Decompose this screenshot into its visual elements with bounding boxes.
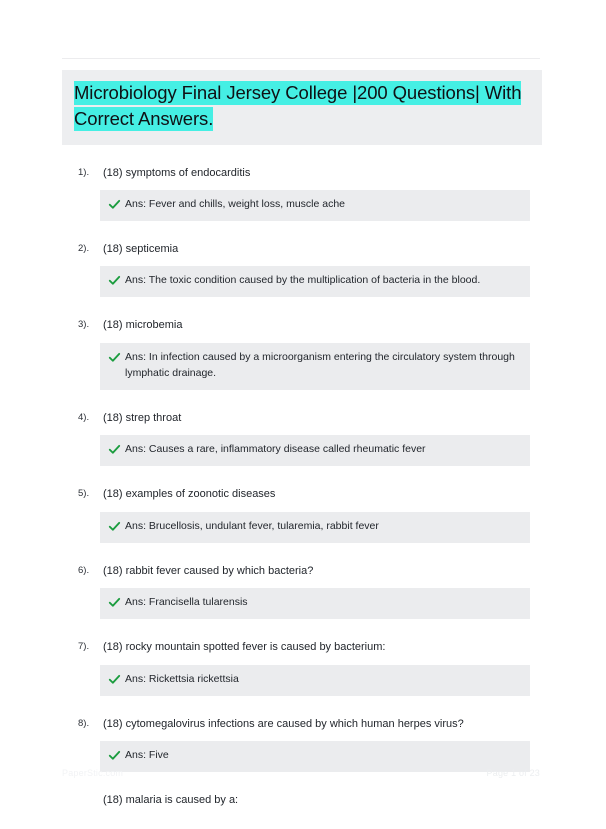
question-number: 7). — [78, 641, 90, 653]
question-row — [62, 486, 542, 503]
qa-item — [62, 639, 542, 695]
qa-item — [62, 165, 542, 221]
check-icon — [108, 351, 121, 364]
qa-item — [62, 563, 542, 619]
answer-line — [108, 442, 522, 458]
question-row — [62, 639, 542, 656]
answer-line — [108, 350, 522, 382]
document-content — [62, 70, 542, 829]
answer-text: Ans: Brucellosis, undulant fever, tularemia, rabbit fever — [125, 519, 379, 532]
qa-item — [62, 792, 542, 809]
answer-line — [108, 672, 522, 688]
check-icon — [108, 520, 121, 533]
check-icon — [108, 198, 121, 211]
page-footer — [62, 768, 540, 778]
qa-item — [62, 486, 542, 542]
answer-line — [108, 197, 522, 213]
question-number: 1). — [78, 166, 90, 178]
check-icon — [108, 749, 121, 762]
answer-box — [100, 665, 530, 696]
qa-item — [62, 716, 542, 772]
answer-text: Ans: The toxic condition caused by the multiplication of bacteria in the blood. — [125, 274, 481, 287]
answer-box — [100, 512, 530, 543]
question-answer-list — [62, 165, 542, 809]
question-text: (18) strep throat — [103, 411, 182, 424]
question-text: (18) rabbit fever caused by which bacteria? — [103, 564, 314, 577]
document-title-block — [62, 70, 542, 145]
question-number: 6). — [78, 564, 90, 576]
question-number: 8). — [78, 717, 90, 729]
answer-box — [100, 435, 530, 466]
page-title — [74, 80, 530, 133]
answer-line — [108, 595, 522, 611]
answer-box — [100, 266, 530, 297]
answer-text: Ans: Rickettsia rickettsia — [125, 672, 239, 685]
answer-box — [100, 343, 530, 390]
question-text: (18) symptoms of endocarditis — [103, 166, 251, 179]
answer-box — [100, 190, 530, 221]
question-row — [62, 317, 542, 334]
answer-text: Ans: Francisella tularensis — [125, 596, 248, 609]
question-row — [62, 410, 542, 427]
question-text: (18) examples of zoonotic diseases — [103, 488, 276, 501]
question-text: (18) malaria is caused by a: — [103, 794, 239, 807]
question-row — [62, 241, 542, 258]
qa-item — [62, 317, 542, 389]
answer-line — [108, 748, 522, 764]
answer-line — [108, 273, 522, 289]
question-row — [62, 792, 542, 809]
question-number: 2). — [78, 242, 90, 254]
answer-line — [108, 519, 522, 535]
header-divider — [62, 58, 540, 59]
footer-page-number: Page 1 of 23 — [486, 768, 540, 778]
question-number: 5). — [78, 488, 90, 500]
question-text: (18) microbemia — [103, 319, 183, 332]
question-text: (18) rocky mountain spotted fever is caused by bacterium: — [103, 641, 386, 654]
question-number: 3). — [78, 319, 90, 331]
qa-item — [62, 241, 542, 297]
footer-watermark: PaperStic.com — [62, 768, 124, 778]
question-row — [62, 716, 542, 733]
question-text: (18) cytomegalovirus infections are caused by which human herpes virus? — [103, 717, 464, 730]
check-icon — [108, 596, 121, 609]
answer-box — [100, 588, 530, 619]
question-text: (18) septicemia — [103, 242, 179, 255]
question-number: 4). — [78, 411, 90, 423]
answer-text: Ans: Five — [125, 749, 169, 762]
qa-item — [62, 410, 542, 466]
check-icon — [108, 443, 121, 456]
answer-text: Ans: Fever and chills, weight loss, muscle ache — [125, 198, 346, 211]
answer-text: Ans: Causes a rare, inflammatory disease called rheumatic fever — [125, 443, 426, 456]
page-title-highlight: Microbiology Final Jersey College |200 Questions| With Correct Answers. — [74, 82, 522, 130]
question-row — [62, 165, 542, 182]
question-row — [62, 563, 542, 580]
answer-text: Ans: In infection caused by a microorganism entering the circulatory system through lymphatic drainage. — [125, 350, 515, 379]
check-icon — [108, 274, 121, 287]
check-icon — [108, 673, 121, 686]
